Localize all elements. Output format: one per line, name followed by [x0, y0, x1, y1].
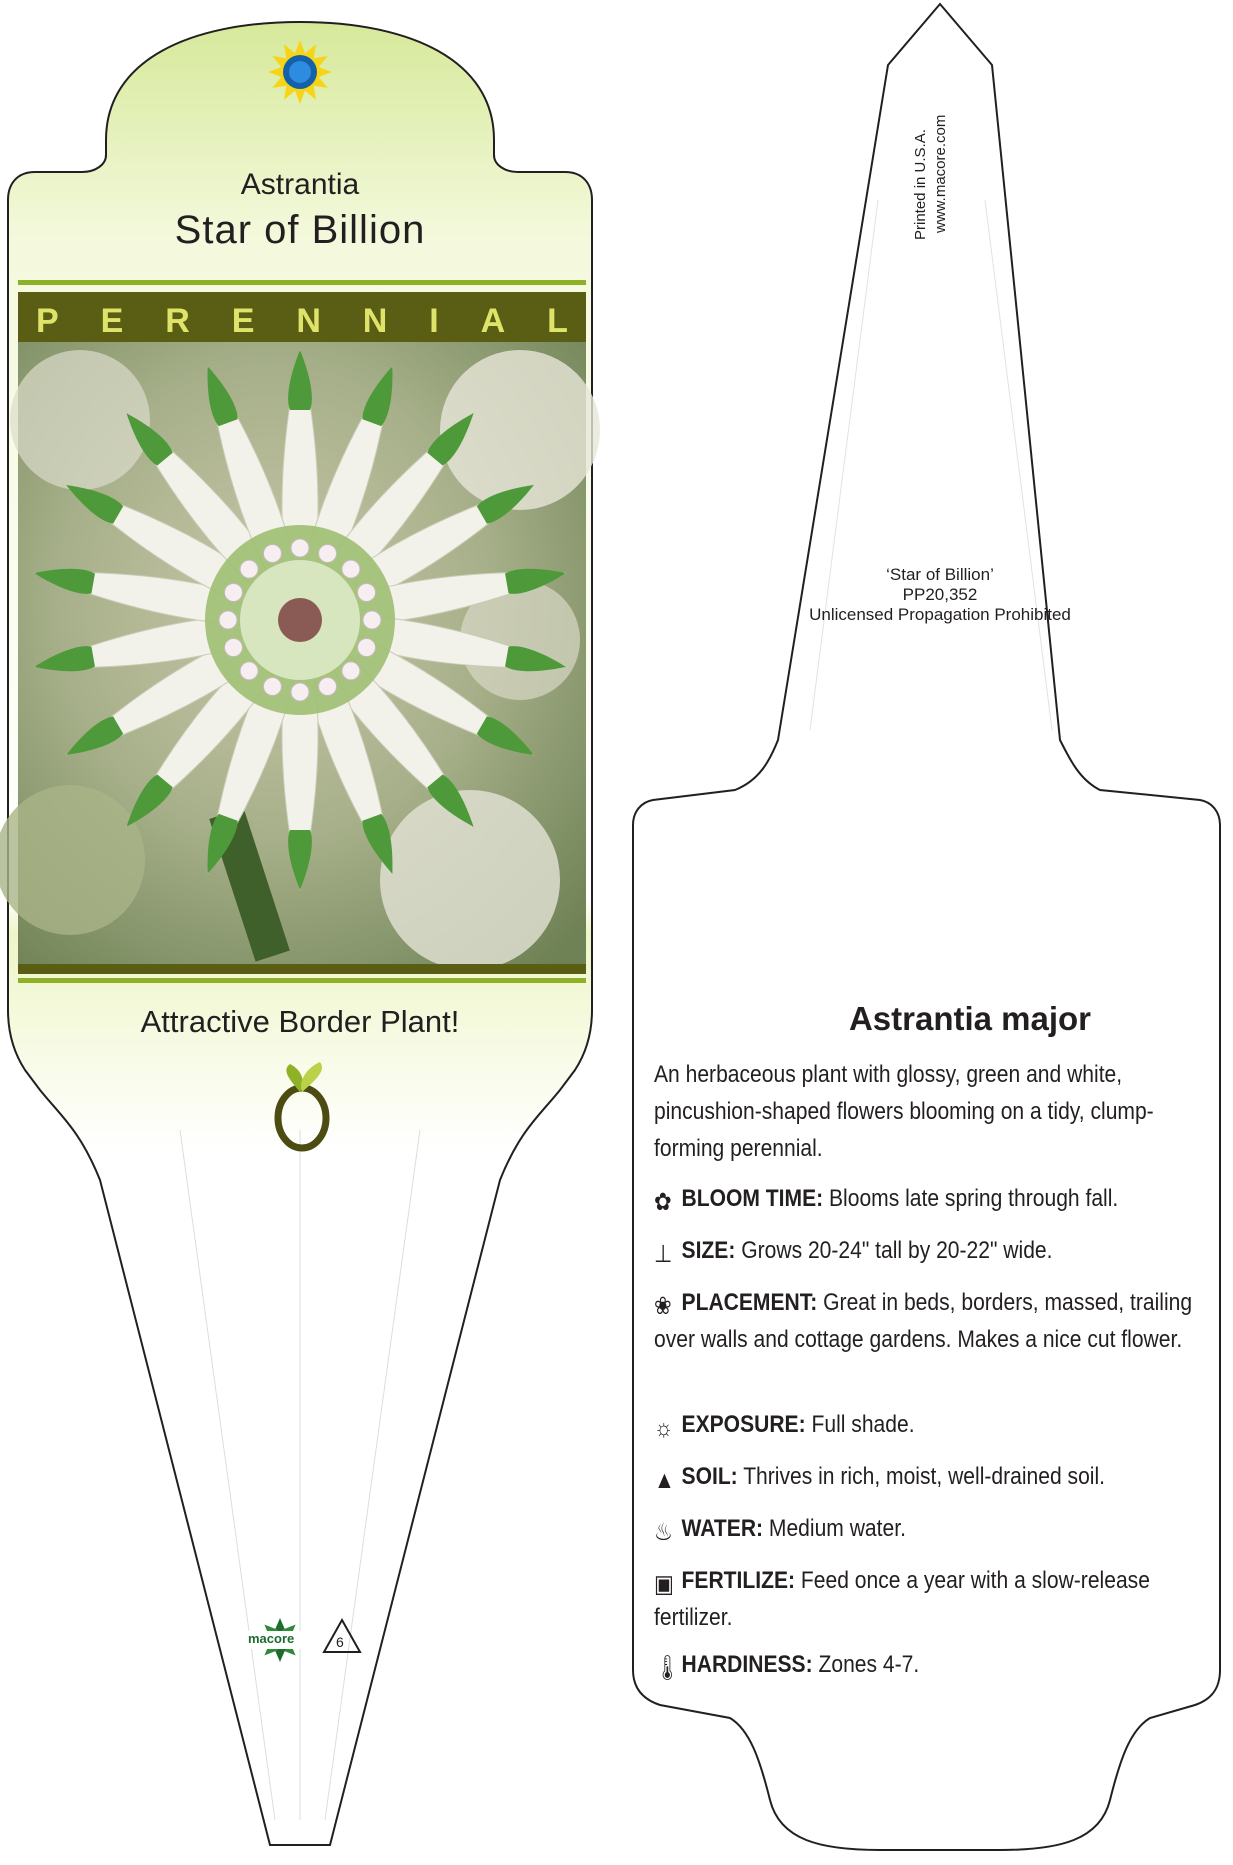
care-text: Zones 4-7.	[812, 1651, 920, 1678]
logo-text: macore	[248, 1631, 295, 1646]
watering-can-icon: ♨	[654, 1519, 673, 1546]
care-text: Blooms late spring through fall.	[823, 1185, 1119, 1212]
care-item	[654, 1562, 1213, 1636]
category-letter: L	[547, 301, 568, 340]
plant-description: An herbaceous plant with glossy, green and white, pincushion-shaped flowers blooming on a tidy, clump-forming perennial.	[654, 1061, 1154, 1162]
flower-photo-art	[0, 350, 600, 970]
category-band	[18, 300, 586, 342]
category-letter: R	[165, 301, 190, 340]
care-label: SOIL:	[681, 1463, 738, 1490]
care-item	[654, 1180, 1213, 1217]
printed-in: Printed in U.S.A.	[912, 129, 929, 240]
care-item	[654, 1284, 1213, 1358]
patent-number: PP20,352	[902, 585, 978, 604]
care-item	[654, 1510, 1213, 1547]
sun-outline-icon: ☼	[654, 1415, 674, 1442]
soil-icon: ▲	[654, 1467, 675, 1494]
care-item	[654, 1458, 1213, 1495]
category-letter: I	[429, 301, 439, 340]
category-letter: N	[362, 301, 388, 340]
care-text: Full shade.	[805, 1411, 915, 1438]
care-text: Great in beds, borders, massed, trailing over walls and cottage gardens. Makes a nice cut flower.	[654, 1289, 1193, 1353]
placement-icon: ❀	[654, 1293, 672, 1320]
website: www.macore.com	[932, 114, 949, 233]
care-label: WATER:	[681, 1515, 764, 1542]
category-letter: P	[36, 301, 59, 340]
botanical-name: Astrantia major	[848, 1000, 1092, 1037]
category-letter: E	[231, 301, 255, 340]
care-text: Medium water.	[763, 1515, 906, 1542]
recycle-number: 6	[336, 1634, 344, 1650]
care-item	[654, 1232, 1213, 1269]
flower-icon: ✿	[654, 1189, 672, 1216]
category-letter: E	[100, 301, 124, 340]
care-label: BLOOM TIME:	[681, 1185, 824, 1212]
header-rule	[18, 280, 586, 285]
care-text: Thrives in rich, moist, well-drained soil.	[737, 1463, 1106, 1490]
thermometer-icon: 🌡	[654, 1655, 681, 1682]
photo-bottom-rule	[18, 978, 586, 983]
patent-name: ‘Star of Billion’	[886, 565, 994, 584]
care-text: Grows 20-24" tall by 20-22" wide.	[735, 1237, 1053, 1264]
care-item	[654, 1406, 1213, 1443]
care-text: Feed once a year with a slow-release fertilizer.	[654, 1567, 1150, 1631]
care-label: FERTILIZE:	[681, 1567, 796, 1594]
category-letter: N	[296, 301, 321, 340]
care-label: EXPOSURE:	[681, 1411, 806, 1438]
tagline: Attractive Border Plant!	[140, 1004, 460, 1039]
patent-notice: Unlicensed Propagation Prohibited	[809, 605, 1071, 624]
care-label: HARDINESS:	[681, 1651, 813, 1678]
photo-bottom-band	[18, 964, 586, 974]
plant-genus: Astrantia	[240, 168, 360, 201]
care-item	[654, 1646, 1213, 1683]
size-arrows-icon: ⊥	[654, 1241, 673, 1268]
plant-cultivar: Star of Billion	[174, 208, 426, 252]
patent-block	[730, 565, 1150, 625]
care-label: PLACEMENT:	[681, 1289, 818, 1316]
npk-icon: ▣	[654, 1571, 674, 1598]
care-label: SIZE:	[681, 1237, 736, 1264]
category-letter: A	[480, 301, 506, 340]
